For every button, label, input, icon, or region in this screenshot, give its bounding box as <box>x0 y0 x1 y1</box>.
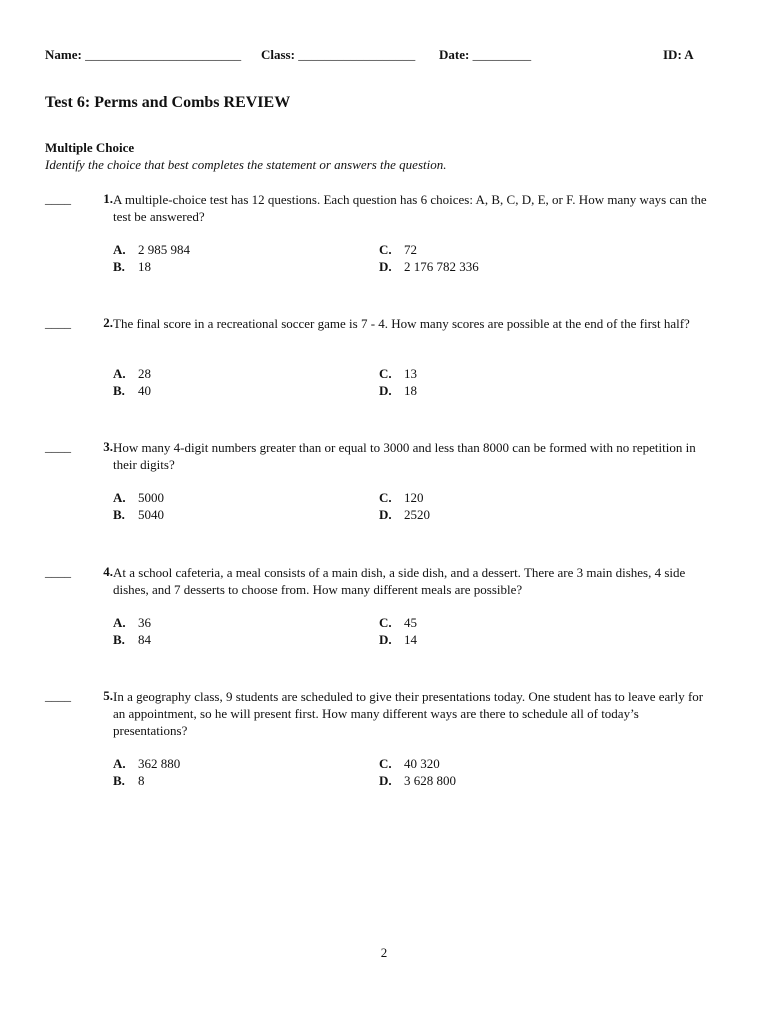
choice-letter: A. <box>113 756 126 771</box>
section-instructions: Identify the choice that best completes the statement or answers the question. <box>45 157 447 172</box>
question-number: 3. <box>103 439 113 454</box>
choice-value: 14 <box>404 632 417 647</box>
question-number: 5. <box>103 688 113 703</box>
choice-letter: D. <box>379 773 392 788</box>
choice-letter: C. <box>379 615 392 630</box>
choice-letter: A. <box>113 615 126 630</box>
question-number: 1. <box>103 191 113 206</box>
choice-c <box>379 489 424 506</box>
choice-c <box>379 365 417 382</box>
choice-letter: C. <box>379 756 392 771</box>
name-blank: ________________________ <box>85 47 242 62</box>
choice-d <box>379 772 456 789</box>
question-text: How many 4-digit numbers greater than or equal to 3000 and less than 8000 can be formed with no repetition in their digits? <box>113 440 696 472</box>
choice-value: 18 <box>138 259 151 274</box>
choice-value: 40 320 <box>404 756 440 771</box>
choice-value: 362 880 <box>138 756 181 771</box>
choice-letter: A. <box>113 490 126 505</box>
choice-value: 120 <box>404 490 424 505</box>
section-title: Multiple Choice <box>45 140 135 155</box>
choice-b <box>113 506 164 523</box>
choice-value: 45 <box>404 615 417 630</box>
choice-value: 3 628 800 <box>404 773 456 788</box>
choice-letter: B. <box>113 383 125 398</box>
choice-value: 36 <box>138 615 151 630</box>
choice-a <box>113 365 151 382</box>
page-number: 2 <box>380 945 388 960</box>
answer-blank[interactable]: ____ <box>45 564 71 579</box>
page-title: Test 6: Perms and Combs REVIEW <box>45 94 291 111</box>
choice-letter: B. <box>113 773 125 788</box>
choice-letter: D. <box>379 632 392 647</box>
choice-letter: C. <box>379 366 392 381</box>
choice-d <box>379 506 430 523</box>
class-label: Class: <box>261 47 295 62</box>
choice-letter: B. <box>113 507 125 522</box>
name-field <box>45 47 241 63</box>
question-text: At a school cafeteria, a meal consists of a main dish, a side dish, and a dessert. There are 3 main dishes, 4 side dishes, and 7 desserts to choose from. How many different meals are possible? <box>113 565 686 597</box>
choice-letter: C. <box>379 490 392 505</box>
choice-letter: D. <box>379 383 392 398</box>
choice-letter: D. <box>379 259 392 274</box>
choice-letter: C. <box>379 242 392 257</box>
question-number: 2. <box>103 315 113 330</box>
choice-d <box>379 258 479 275</box>
date-label: Date: <box>439 47 470 62</box>
test-id: ID: A <box>663 47 694 62</box>
date-field <box>439 47 531 63</box>
answer-blank[interactable]: ____ <box>45 315 71 330</box>
answer-blank[interactable]: ____ <box>45 191 71 206</box>
choice-value: 8 <box>138 773 145 788</box>
choice-a <box>113 614 151 631</box>
choice-letter: D. <box>379 507 392 522</box>
choice-value: 40 <box>138 383 151 398</box>
choice-value: 84 <box>138 632 151 647</box>
choice-value: 28 <box>138 366 151 381</box>
answer-blank[interactable]: ____ <box>45 688 71 703</box>
choice-value: 2520 <box>404 507 430 522</box>
choice-value: 5000 <box>138 490 164 505</box>
choice-c <box>379 614 417 631</box>
choice-letter: B. <box>113 259 125 274</box>
answer-blank[interactable]: ____ <box>45 439 71 454</box>
date-blank: _________ <box>472 47 532 62</box>
choice-a <box>113 241 190 258</box>
choice-b <box>113 382 151 399</box>
choice-a <box>113 755 180 772</box>
choice-d <box>379 631 417 648</box>
question-text: A multiple-choice test has 12 questions. Each question has 6 choices: A, B, C, D, E, or F. How many ways can the test be answered? <box>113 192 707 224</box>
choice-value: 18 <box>404 383 417 398</box>
choice-value: 2 176 782 336 <box>404 259 479 274</box>
choice-letter: A. <box>113 242 126 257</box>
choice-b <box>113 258 151 275</box>
class-field <box>261 47 415 63</box>
choice-letter: B. <box>113 632 125 647</box>
choice-letter: A. <box>113 366 126 381</box>
choice-b <box>113 631 151 648</box>
name-label: Name: <box>45 47 82 62</box>
choice-value: 2 985 984 <box>138 242 190 257</box>
class-blank: __________________ <box>298 47 416 62</box>
choice-value: 5040 <box>138 507 164 522</box>
choice-b <box>113 772 145 789</box>
choice-c <box>379 241 417 258</box>
choice-value: 72 <box>404 242 417 257</box>
choice-value: 13 <box>404 366 417 381</box>
question-text: In a geography class, 9 students are scheduled to give their presentations today. One student has to leave early for an appointment, so he will present first. How many different ways are there to schedule all of today’s presentations? <box>113 689 704 738</box>
question-text: The final score in a recreational soccer game is 7 - 4. How many scores are possible at the end of the first half? <box>113 316 690 331</box>
choice-c <box>379 755 440 772</box>
choice-a <box>113 489 164 506</box>
question-number: 4. <box>103 564 113 579</box>
choice-d <box>379 382 417 399</box>
